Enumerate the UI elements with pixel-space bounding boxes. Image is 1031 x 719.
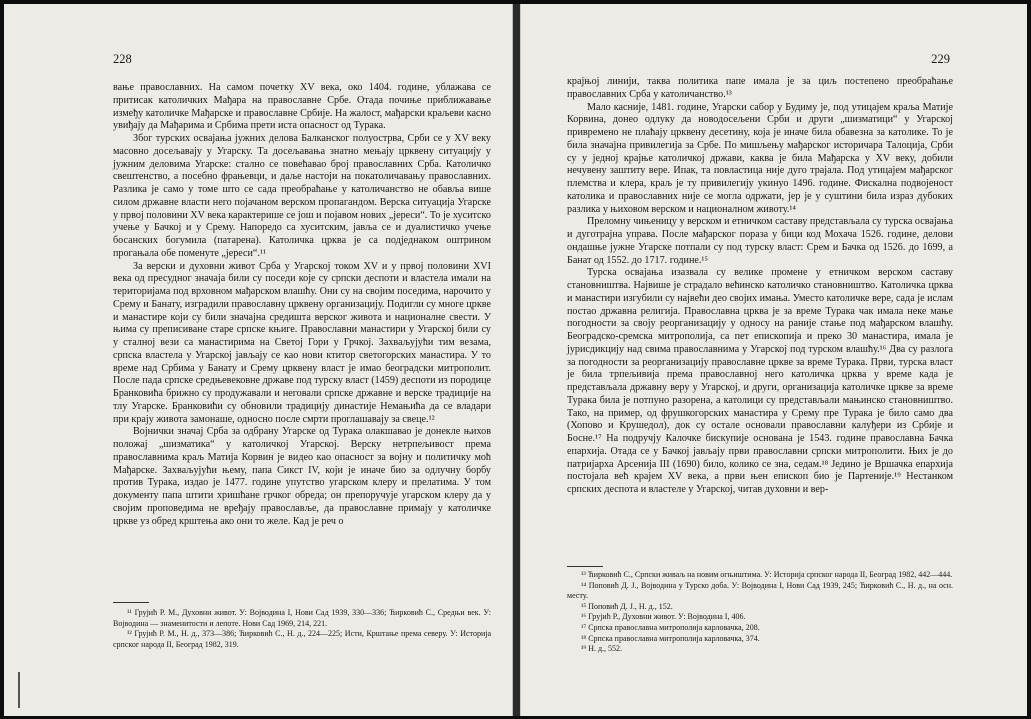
paragraph: Војнички значај Срба за одбрану Угарске од Турака олакшавао је донекле њихов положај „шизматика“ у католичкој Угарској. Верску нетрпељивост према православнима краљ Матија Корвин је видео као опасност за војну и политичку моћ Мађарске. Захваљујући њему, папа Сикст IV, који је иначе био за одлучну борбу против Турака, издао је 1477. године упутство угарском клеру и прелатима. У том документу папа штити хришћане грчког обреда; он препоручује угарском клеру да у својим проповедима не вређају православље, да православне примају у католичке цркве уз обред крштења ако они то желе. Кад је реч о [113,426,491,527]
footnote: ¹⁸ Српска православна митрополија карловачка, 374. [581,633,760,643]
paragraph: Преломну чињеницу у верском и етничком саставу представљала су турска освајања и дуготрајна управа. После мађарског пораза у бици код Мохача 1526. године, делови ондашње јужне Угарске потпали су под турску власт: Срем и Бачка од 1526. до 1699, а Банат од 1552. до 1717. године.¹⁵ [567,216,953,266]
footnote-rule [567,566,603,567]
footnote: ¹⁷ Српска православна митрополија карловачка, 208. [581,622,760,632]
paragraph: За верски и духовни живот Срба у Угарској током XV и у првој половини XVI века од пресудног значаја били су поседи које су српски деспоти и властела имали на територијама под врховном мађарском влашћу. Они су на својим поседима, нарочито у Срему и Банату, изградили православну црквену организацију. Подигли су многе цркве и манастире који су били значајна средишта верског живота и националне свести. У њима су преписиване старе српске књиге. Православни манастири у Угарској били су у сталној вези са манастирима на Светој Гори у Грчкој. Захваљујући тим везама, српска властела у Угарској јављају се као нови ктитор светогорских манастира. У то време над Србима у Банату и Срему црквену власт је имао београдски митрополит. После пада српске средњевековне државе под турску власт (1459) деспоти из породице Бранковића брижно су продужавали и неговали српске државне и верске традиције на тлу Угарске. Бранковићи су обновили традицију династије Немањића да се владари при крају живота замонаше, односно после смрти проглашавају за свеце.¹² [113,260,491,425]
book-gutter [513,4,520,716]
footnote: ¹⁴ Поповић Д. Ј., Војводина у Турско доба. У: Војводина I, Нови Сад 1939, 245; Ћирковић С., Н. д., на осн. месту. [567,580,953,601]
footnote: ¹² Грујић Р. М., Н. д., 373—386; Ћирковић С., Н. д., 224—225; Исти, Крштање према северу. У: Историја српског народа II, Београд 1982, 319. [113,629,491,649]
body-text [567,76,953,497]
paragraph: Због турских освајања јужних делова Балканског полуострва, Срби се у XV веку масовно досељавају у Угарску. Та досељавања знатно мењају црквену ситуацију у јужним деловима Угарске: стално се повећавао број православних Срба. Католичко свештенство, а посебно фрањевци, и даље настоји на покатоличавању православних. Разлика је само у томе што се сада преобраћање у католичанство не обавља више силом државне власти него појачаном верском пропагандом. Верска ситуација Угарске у првој половини XV века карактерише се још и појавом нових „јереси“. То је хуситско учење у Бачкој и у Срему. Напоредо са хуситским, јавља се и дуалистичко учење босанских богумила (патарена). Католичка црква је са подједнаком оштрином прогањала обе поменуте „јереси“.¹¹ [113,133,491,259]
footnote: ¹⁹ Н. д., 552. [581,644,623,654]
footnote-rule [113,602,149,603]
scan-edge-mark [18,672,20,708]
footnotes [567,570,953,655]
paragraph: Турска освајања изазвала су велике промене у етничком верском саставу становништва. Највише је страдало већинско католичко становништво. Католичка црква и манастири изгубили су највећи део својих имања. Уместо католичке вере, сада је ислам постао државна религија. Православна црква је за време Турака чак имала неке мање погодности за своју реорганизацију у односу на раније стање под мађарском влашћу. Београдско-сремска митрополија, са пет епископија и преко 30 манастира, имала је јурисдикцију над свима православнима у Угарској под турском влашћу.¹⁶ Два су разлога за погодности за реорганизацију православне цркве за време Турака. Први, турска власт је била трпељивија према православној него католичка црква у време када је представљала државну веру у Угарској, и други, организација католичке цркве за време Турака била је потпуно разорена, а католици су представљали мањинско становништво. Тако, на пример, од фрушкогорских манастира у Срему пре Турака је било само два (Хопово и Крушедол), док су остале основали православни калуђери из Србије и Босне.¹⁷ На подручју Калочке бискупије основана је 1543. године православна Бачка епархија. Отада се у Бачкој јављају први православни српски митрополити. Њих је до патријарха Арсенија III (1690) било, колико се зна, седам.¹⁸ Једино је Вршачка епархија постојала већ крајем XV века, а први њен епископ био је Партеније.¹⁹ Нестанком српских деспота и властеле у Угарској, читав духовни и вер- [567,267,953,495]
footnote: ¹¹ Грујић Р. М., Духовни живот. У: Војводина I, Нови Сад 1939, 330—336; Ћирковић С., Средњи век. У: Војводина — знаменитости и лепоте. Нови Сад 1969, 214, 221. [113,608,491,628]
right-page [520,4,1027,716]
footnote: ¹³ Ћирковић С., Српски живаљ на новим огњиштима. У: Историја српског народа II, Београд 1982, 442—444. [581,570,953,579]
left-page [4,4,513,716]
paragraph: вање православних. На самом почетку XV века, око 1404. године, ублажава се притисак католичких Мађара на православне Србе. Отада почиње приближавање између католичке Мађарске и православне Србије. На жалост, мађарски краљеви касно увиђају да Мађарима и Србима прети иста опасност од Турака. [113,82,491,132]
paragraph: крајњој линији, таква политика папе имала је за циљ постепено преобраћање православних Срба у католичанство.¹³ [567,76,953,100]
footnotes [113,608,491,650]
page-number: 228 [113,52,132,66]
page-number: 229 [931,52,950,66]
body-text [113,82,491,528]
footnote: ¹⁵ Поповић Д. Ј., Н. д., 152. [581,601,673,611]
footnote: ¹⁶ Грујић Р., Духовни живот. У: Војводина I, 406. [581,612,746,622]
paragraph: Мало касније, 1481. године, Угарски сабор у Будиму је, под утицајем краља Матије Корвина, донео одлуку да новодосељени Срби и други „шизматици“ у Угарској привремено не плаћају црквену десетину, која је иначе била обавезна за католике. То је била значајна привилегија за Србе. По мишљењу мађарског историчара Талоција, Срби су у једној крајње католичкој држави, каква је била Мађарска у XV веку, добили нечувену заштиту вере. Ипак, та повластица није дуго трајала. Под утицајем мађарског племства и клера, краљ је ту привилегију укинуо 1496. године. Фискална подвојеност католика и православних није се могла одржати, јер је у суштини била израз дубоких разлика у њиховом верском и националном животу.¹⁴ [567,101,953,215]
